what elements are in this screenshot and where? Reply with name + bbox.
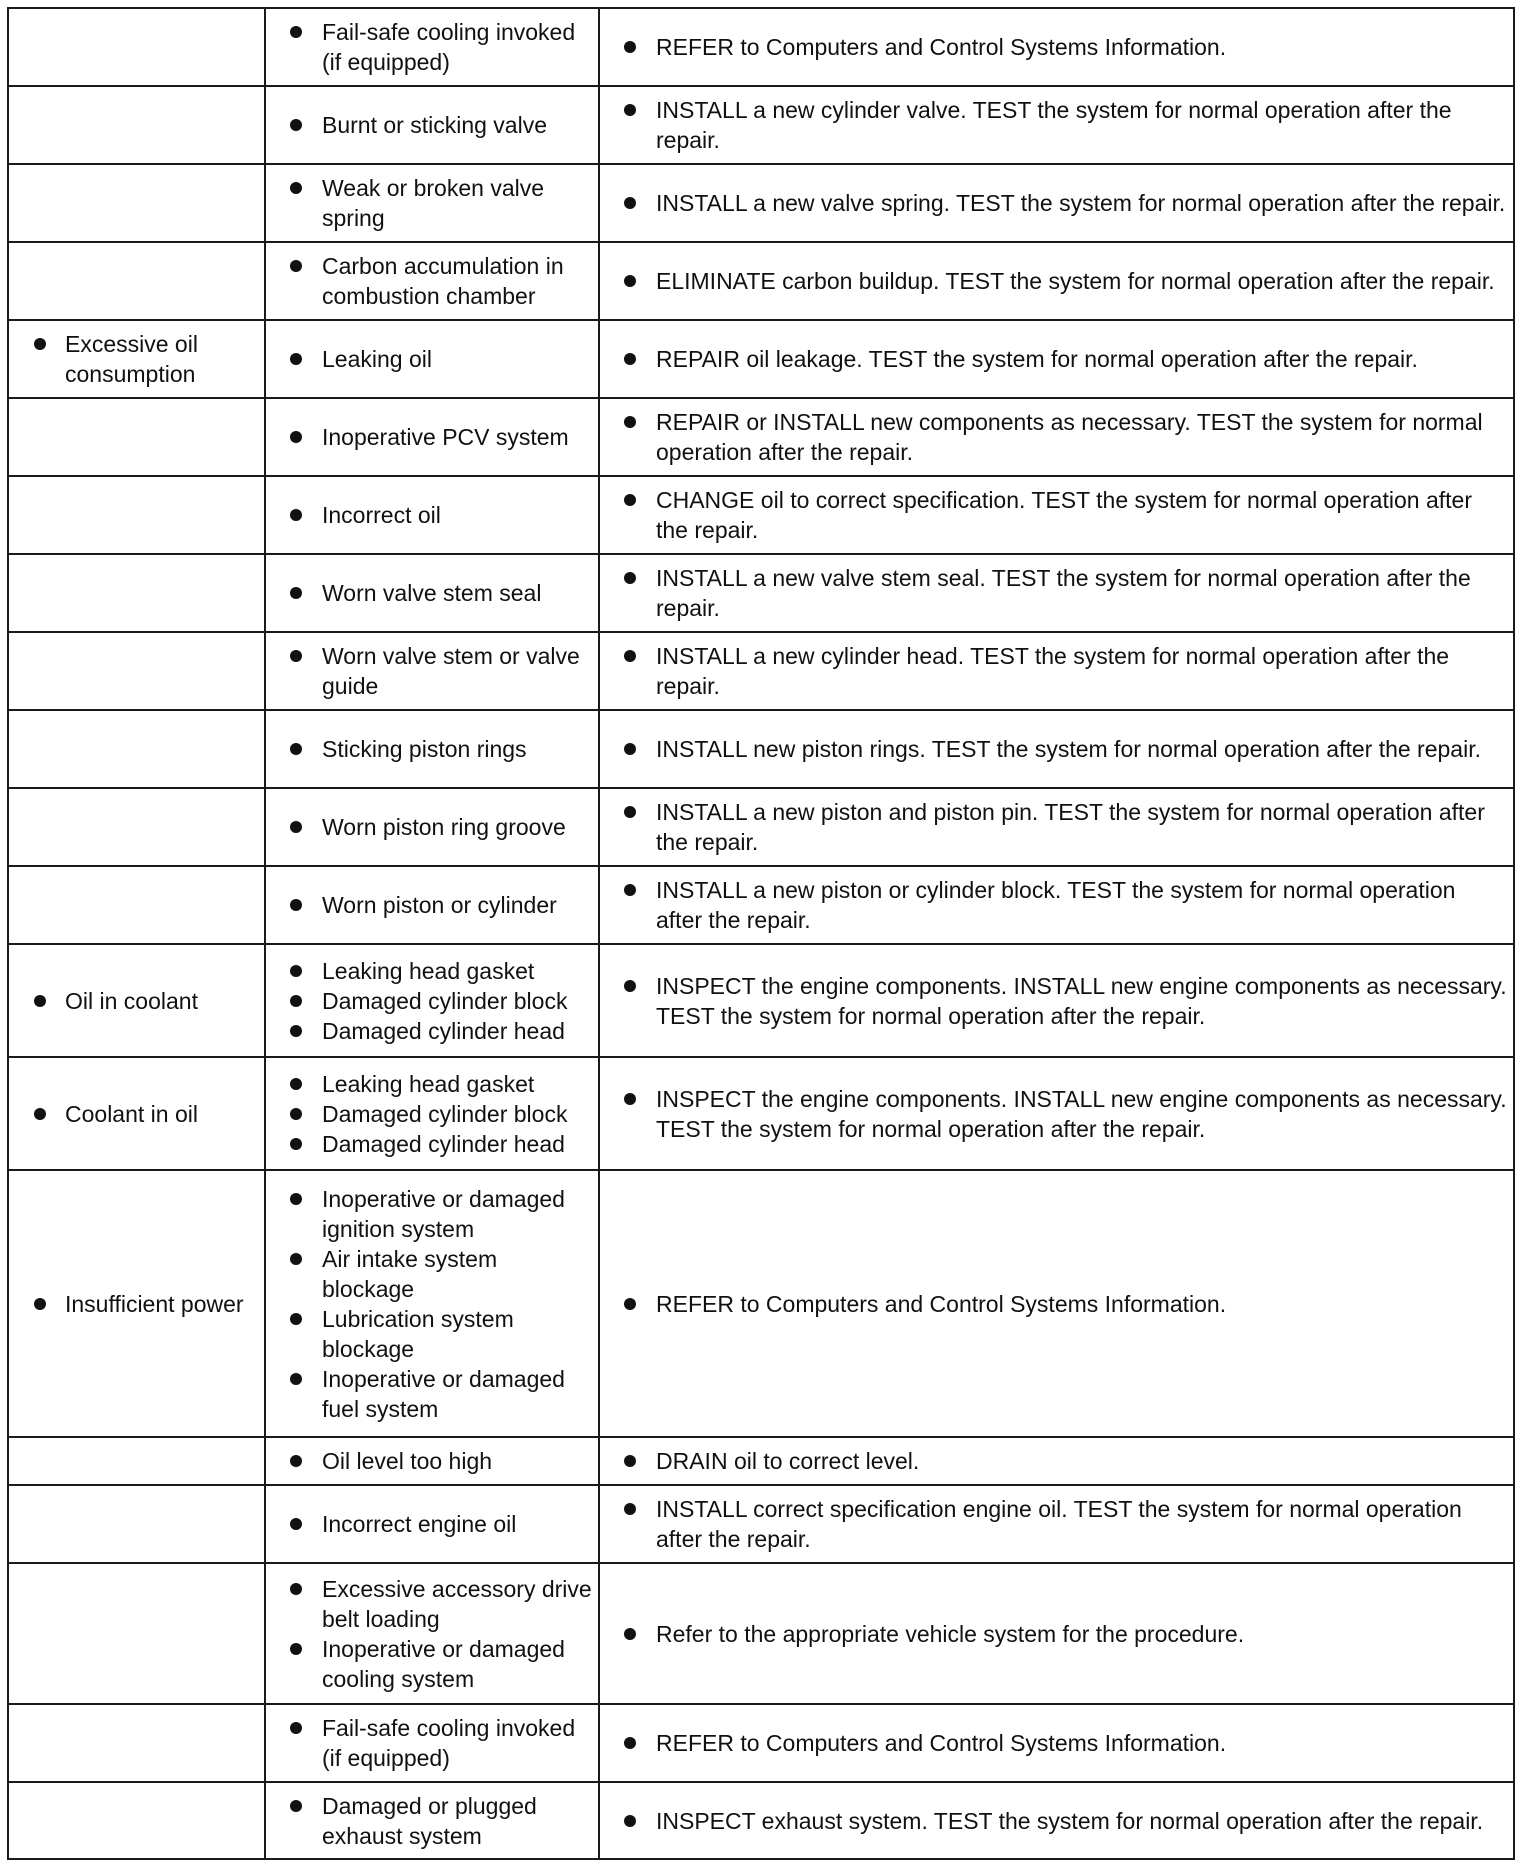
table-row xyxy=(8,1782,1514,1859)
cause-item-text: Leaking head gasket xyxy=(322,1070,535,1097)
action-cell xyxy=(599,710,1514,788)
action-cell-list xyxy=(600,1619,1507,1649)
cause-item-text: Incorrect engine oil xyxy=(322,1511,517,1537)
cause-cell-list xyxy=(266,110,592,140)
condition-cell xyxy=(8,164,265,242)
action-cell-list xyxy=(600,95,1507,155)
table-row xyxy=(8,1437,1514,1485)
action-item xyxy=(600,266,1507,296)
cause-cell-list xyxy=(266,641,592,701)
condition-cell xyxy=(8,242,265,320)
cause-item-text: Damaged cylinder head xyxy=(322,1130,565,1157)
action-item xyxy=(600,875,1507,935)
action-item xyxy=(600,407,1507,467)
action-cell-list xyxy=(600,734,1507,764)
table-row xyxy=(8,632,1514,710)
action-item-text: REPAIR or INSTALL new components as necessary. TEST the system for normal operation after the repair. xyxy=(656,409,1483,465)
cause-item xyxy=(266,890,592,920)
table-row xyxy=(8,866,1514,944)
action-item xyxy=(600,797,1507,857)
bullet-icon xyxy=(624,1503,636,1515)
condition-cell xyxy=(8,554,265,632)
cause-item xyxy=(266,1069,592,1099)
action-cell xyxy=(599,944,1514,1057)
cause-item xyxy=(266,500,592,530)
bullet-icon xyxy=(34,995,46,1007)
bullet-icon xyxy=(624,1093,636,1105)
action-item-text: INSTALL a new valve stem seal. TEST the system for normal operation after the repair. xyxy=(656,565,1471,621)
cause-item xyxy=(266,1099,592,1129)
bullet-icon xyxy=(290,1138,302,1150)
action-item-text: INSTALL a new cylinder valve. TEST the system for normal operation after the repair. xyxy=(656,97,1452,153)
cause-item-text: Leaking oil xyxy=(322,346,432,372)
condition-cell xyxy=(8,1437,265,1485)
cause-cell xyxy=(265,1485,599,1563)
action-item-text: REFER to Computers and Control Systems Information. xyxy=(656,1290,1227,1317)
cause-cell xyxy=(265,476,599,554)
cause-cell-list xyxy=(266,17,592,77)
table-row xyxy=(8,8,1514,86)
action-cell-list xyxy=(600,971,1507,1031)
cause-item-text: Damaged cylinder block xyxy=(322,1100,568,1127)
action-item-text: INSTALL a new cylinder head. TEST the system for normal operation after the repair. xyxy=(656,643,1450,699)
action-cell-list xyxy=(600,1728,1507,1758)
table-row xyxy=(8,788,1514,866)
action-item-text: INSPECT the engine components. INSTALL new engine components as necessary. TEST the system for normal operation after the repair. xyxy=(656,1085,1507,1142)
action-cell xyxy=(599,866,1514,944)
bullet-icon xyxy=(624,1815,636,1827)
condition-cell xyxy=(8,788,265,866)
action-cell xyxy=(599,8,1514,86)
bullet-icon xyxy=(290,431,302,443)
action-item xyxy=(600,1728,1507,1758)
bullet-icon xyxy=(624,884,636,896)
cause-cell xyxy=(265,398,599,476)
action-cell-list xyxy=(600,1494,1507,1554)
cause-cell xyxy=(265,710,599,788)
bullet-icon xyxy=(290,182,302,194)
bullet-icon xyxy=(34,1108,46,1120)
cause-item-text: Inoperative PCV system xyxy=(322,424,569,450)
action-cell xyxy=(599,1437,1514,1485)
action-cell xyxy=(599,1057,1514,1170)
cause-item-text: Lubrication system blockage xyxy=(322,1305,514,1362)
cause-item-text: Damaged cylinder head xyxy=(322,1017,565,1044)
action-cell-list xyxy=(600,32,1507,62)
action-cell xyxy=(599,1485,1514,1563)
cause-item-text: Inoperative or damaged ignition system xyxy=(322,1185,565,1242)
bullet-icon xyxy=(290,509,302,521)
table-row xyxy=(8,320,1514,398)
condition-cell xyxy=(8,398,265,476)
bullet-icon xyxy=(624,197,636,209)
bullet-icon xyxy=(290,26,302,38)
bullet-icon xyxy=(290,1518,302,1530)
bullet-icon xyxy=(624,41,636,53)
bullet-icon xyxy=(290,1078,302,1090)
condition-cell xyxy=(8,320,265,398)
condition-item-text: Oil in coolant xyxy=(65,987,198,1014)
cause-cell-list xyxy=(266,344,592,374)
bullet-icon xyxy=(624,494,636,506)
cause-cell xyxy=(265,1782,599,1859)
cause-item xyxy=(266,1129,592,1159)
cause-cell xyxy=(265,788,599,866)
action-cell-list xyxy=(600,344,1507,374)
condition-cell xyxy=(8,1563,265,1704)
condition-cell-list xyxy=(9,329,258,389)
condition-cell xyxy=(8,86,265,164)
action-item xyxy=(600,563,1507,623)
cause-item xyxy=(266,110,592,140)
cause-item xyxy=(266,1634,592,1694)
cause-cell-list xyxy=(266,1791,592,1851)
cause-item xyxy=(266,578,592,608)
cause-item xyxy=(266,986,592,1016)
bullet-icon xyxy=(290,1253,302,1265)
cause-item-text: Inoperative or damaged fuel system xyxy=(322,1365,565,1422)
cause-cell-list xyxy=(266,578,592,608)
cause-item-text: Incorrect oil xyxy=(322,502,441,528)
cause-cell xyxy=(265,554,599,632)
action-item-text: INSPECT exhaust system. TEST the system for normal operation after the repair. xyxy=(656,1807,1484,1834)
cause-cell-list xyxy=(266,251,592,311)
bullet-icon xyxy=(290,1025,302,1037)
action-item xyxy=(600,344,1507,374)
bullet-icon xyxy=(290,743,302,755)
bullet-icon xyxy=(624,104,636,116)
bullet-icon xyxy=(290,1373,302,1385)
cause-item xyxy=(266,17,592,77)
condition-item xyxy=(9,329,258,389)
action-item xyxy=(600,1446,1507,1476)
table-row xyxy=(8,1704,1514,1782)
bullet-icon xyxy=(624,572,636,584)
action-cell xyxy=(599,242,1514,320)
bullet-icon xyxy=(290,1193,302,1205)
condition-cell-list xyxy=(9,1289,258,1319)
cause-cell-list xyxy=(266,500,592,530)
bullet-icon xyxy=(290,587,302,599)
cause-item xyxy=(266,956,592,986)
bullet-icon xyxy=(290,1722,302,1734)
cause-item-text: Carbon accumulation in combustion chamber xyxy=(322,253,564,309)
action-cell-list xyxy=(600,1446,1507,1476)
table-row xyxy=(8,944,1514,1057)
cause-item-text: Damaged cylinder block xyxy=(322,987,568,1014)
bullet-icon xyxy=(290,965,302,977)
condition-cell xyxy=(8,944,265,1057)
action-item-text: REPAIR oil leakage. TEST the system for normal operation after the repair. xyxy=(656,346,1418,372)
action-item-text: INSTALL a new valve spring. TEST the system for normal operation after the repair. xyxy=(656,190,1506,216)
diagnosis-table-body xyxy=(8,8,1514,1859)
cause-item xyxy=(266,251,592,311)
cause-item-text: Burnt or sticking valve xyxy=(322,112,547,138)
condition-item xyxy=(9,1289,258,1319)
action-cell xyxy=(599,1782,1514,1859)
cause-item xyxy=(266,422,592,452)
cause-cell xyxy=(265,320,599,398)
table-row xyxy=(8,242,1514,320)
table-row xyxy=(8,86,1514,164)
cause-cell xyxy=(265,164,599,242)
action-cell-list xyxy=(600,266,1507,296)
action-cell-list xyxy=(600,875,1507,935)
action-cell xyxy=(599,788,1514,866)
cause-cell-list xyxy=(266,1069,592,1159)
condition-item-text: Excessive oil consumption xyxy=(65,331,198,387)
bullet-icon xyxy=(290,353,302,365)
bullet-icon xyxy=(290,1800,302,1812)
action-cell-list xyxy=(600,563,1507,623)
bullet-icon xyxy=(290,1455,302,1467)
cause-item xyxy=(266,1244,592,1304)
bullet-icon xyxy=(290,821,302,833)
diagnosis-table xyxy=(7,7,1515,1860)
cause-item-text: Damaged or plugged exhaust system xyxy=(322,1792,537,1849)
cause-item xyxy=(266,734,592,764)
cause-item xyxy=(266,641,592,701)
table-row xyxy=(8,476,1514,554)
cause-item-text: Air intake system blockage xyxy=(322,1245,498,1302)
action-cell xyxy=(599,632,1514,710)
cause-item-text: Leaking head gasket xyxy=(322,957,535,984)
cause-item xyxy=(266,1791,592,1851)
cause-item-text: Worn piston ring groove xyxy=(322,814,566,840)
cause-item xyxy=(266,1364,592,1424)
action-item xyxy=(600,32,1507,62)
action-cell xyxy=(599,86,1514,164)
action-item-text: REFER to Computers and Control Systems Information. xyxy=(656,1730,1227,1756)
table-row xyxy=(8,710,1514,788)
cause-cell-list xyxy=(266,1713,592,1773)
cause-cell xyxy=(265,866,599,944)
cause-item-text: Inoperative or damaged cooling system xyxy=(322,1635,565,1692)
cause-item-text: Weak or broken valve spring xyxy=(322,175,545,231)
cause-cell xyxy=(265,944,599,1057)
bullet-icon xyxy=(290,1643,302,1655)
action-item-text: INSTALL correct specification engine oil. TEST the system for normal operation after the repair. xyxy=(656,1496,1462,1552)
condition-cell xyxy=(8,1170,265,1437)
cause-item xyxy=(266,1016,592,1046)
action-item xyxy=(600,485,1507,545)
condition-cell xyxy=(8,8,265,86)
cause-cell-list xyxy=(266,890,592,920)
table-row xyxy=(8,1563,1514,1704)
action-item-text: INSPECT the engine components. INSTALL new engine components as necessary. TEST the system for normal operation after the repair. xyxy=(656,972,1507,1029)
cause-item xyxy=(266,344,592,374)
bullet-icon xyxy=(290,650,302,662)
action-item-text: DRAIN oil to correct level. xyxy=(656,1448,920,1474)
action-cell-list xyxy=(600,797,1507,857)
cause-item-text: Sticking piston rings xyxy=(322,736,527,762)
action-item-text: INSTALL a new piston or cylinder block. TEST the system for normal operation after the repair. xyxy=(656,877,1456,933)
action-cell xyxy=(599,1170,1514,1437)
cause-item-text: Fail-safe cooling invoked (if equipped) xyxy=(322,1715,576,1771)
condition-cell xyxy=(8,632,265,710)
bullet-icon xyxy=(624,353,636,365)
bullet-icon xyxy=(624,275,636,287)
bullet-icon xyxy=(290,1583,302,1595)
cause-cell-list xyxy=(266,1446,592,1476)
condition-cell xyxy=(8,1782,265,1859)
action-cell xyxy=(599,1563,1514,1704)
action-cell xyxy=(599,164,1514,242)
cause-item-text: Worn piston or cylinder xyxy=(322,892,557,918)
action-item-text: ELIMINATE carbon buildup. TEST the system for normal operation after the repair. xyxy=(656,268,1495,294)
bullet-icon xyxy=(624,1298,636,1310)
bullet-icon xyxy=(624,1628,636,1640)
bullet-icon xyxy=(34,1298,46,1310)
cause-item-text: Worn valve stem or valve guide xyxy=(322,643,580,699)
bullet-icon xyxy=(624,416,636,428)
cause-item-text: Excessive accessory drive belt loading xyxy=(322,1575,592,1632)
bullet-icon xyxy=(624,743,636,755)
action-cell-list xyxy=(600,1084,1507,1144)
condition-cell xyxy=(8,1704,265,1782)
cause-cell xyxy=(265,242,599,320)
action-item xyxy=(600,95,1507,155)
condition-item-text: Insufficient power xyxy=(65,1290,244,1317)
bullet-icon xyxy=(290,1313,302,1325)
action-item xyxy=(600,1289,1507,1319)
action-cell xyxy=(599,398,1514,476)
cause-item xyxy=(266,1184,592,1244)
cause-cell xyxy=(265,1170,599,1437)
action-cell-list xyxy=(600,485,1507,545)
bullet-icon xyxy=(624,650,636,662)
action-item-text: INSTALL a new piston and piston pin. TEST the system for normal operation after the repair. xyxy=(656,799,1485,855)
cause-cell xyxy=(265,1704,599,1782)
cause-cell xyxy=(265,1563,599,1704)
cause-item xyxy=(266,812,592,842)
cause-cell-list xyxy=(266,173,592,233)
action-cell-list xyxy=(600,1806,1507,1836)
condition-item xyxy=(9,1099,258,1129)
bullet-icon xyxy=(624,1737,636,1749)
table-row xyxy=(8,554,1514,632)
bullet-icon xyxy=(624,806,636,818)
action-item xyxy=(600,641,1507,701)
condition-cell xyxy=(8,1485,265,1563)
cause-cell-list xyxy=(266,1509,592,1539)
table-row xyxy=(8,164,1514,242)
action-item-text: Refer to the appropriate vehicle system for the procedure. xyxy=(656,1620,1245,1647)
action-item xyxy=(600,188,1507,218)
action-item xyxy=(600,734,1507,764)
bullet-icon xyxy=(290,1108,302,1120)
action-item-text: REFER to Computers and Control Systems Information. xyxy=(656,34,1227,60)
condition-cell xyxy=(8,866,265,944)
cause-item-text: Worn valve stem seal xyxy=(322,580,542,606)
cause-item xyxy=(266,1509,592,1539)
action-cell xyxy=(599,476,1514,554)
cause-item xyxy=(266,1304,592,1364)
cause-cell-list xyxy=(266,956,592,1046)
condition-cell xyxy=(8,476,265,554)
action-item xyxy=(600,1494,1507,1554)
bullet-icon xyxy=(290,260,302,272)
cause-cell-list xyxy=(266,734,592,764)
action-item xyxy=(600,1619,1507,1649)
table-row xyxy=(8,1485,1514,1563)
cause-cell xyxy=(265,632,599,710)
cause-cell-list xyxy=(266,422,592,452)
action-cell-list xyxy=(600,641,1507,701)
bullet-icon xyxy=(624,1455,636,1467)
action-item xyxy=(600,971,1507,1031)
cause-cell xyxy=(265,86,599,164)
bullet-icon xyxy=(624,980,636,992)
cause-item xyxy=(266,1713,592,1773)
bullet-icon xyxy=(290,995,302,1007)
cause-item xyxy=(266,1574,592,1634)
action-item xyxy=(600,1084,1507,1144)
action-item xyxy=(600,1806,1507,1836)
action-cell-list xyxy=(600,1289,1507,1319)
bullet-icon xyxy=(34,338,46,350)
cause-cell xyxy=(265,1437,599,1485)
cause-item xyxy=(266,1446,592,1476)
cause-item-text: Oil level too high xyxy=(322,1448,493,1474)
table-row xyxy=(8,1057,1514,1170)
cause-item-text: Fail-safe cooling invoked (if equipped) xyxy=(322,19,576,75)
cause-cell-list xyxy=(266,1184,592,1424)
action-item-text: CHANGE oil to correct specification. TEST the system for normal operation after the repair. xyxy=(656,487,1472,543)
cause-cell xyxy=(265,8,599,86)
action-cell-list xyxy=(600,188,1507,218)
action-cell-list xyxy=(600,407,1507,467)
cause-cell xyxy=(265,1057,599,1170)
condition-item-text: Coolant in oil xyxy=(65,1100,198,1127)
condition-cell xyxy=(8,710,265,788)
bullet-icon xyxy=(290,899,302,911)
action-cell xyxy=(599,320,1514,398)
condition-cell xyxy=(8,1057,265,1170)
table-row xyxy=(8,398,1514,476)
bullet-icon xyxy=(290,119,302,131)
table-row xyxy=(8,1170,1514,1437)
action-item-text: INSTALL new piston rings. TEST the system for normal operation after the repair. xyxy=(656,736,1481,762)
cause-cell-list xyxy=(266,812,592,842)
condition-cell-list xyxy=(9,986,258,1016)
condition-item xyxy=(9,986,258,1016)
cause-cell-list xyxy=(266,1574,592,1694)
action-cell xyxy=(599,554,1514,632)
cause-item xyxy=(266,173,592,233)
action-cell xyxy=(599,1704,1514,1782)
condition-cell-list xyxy=(9,1099,258,1129)
